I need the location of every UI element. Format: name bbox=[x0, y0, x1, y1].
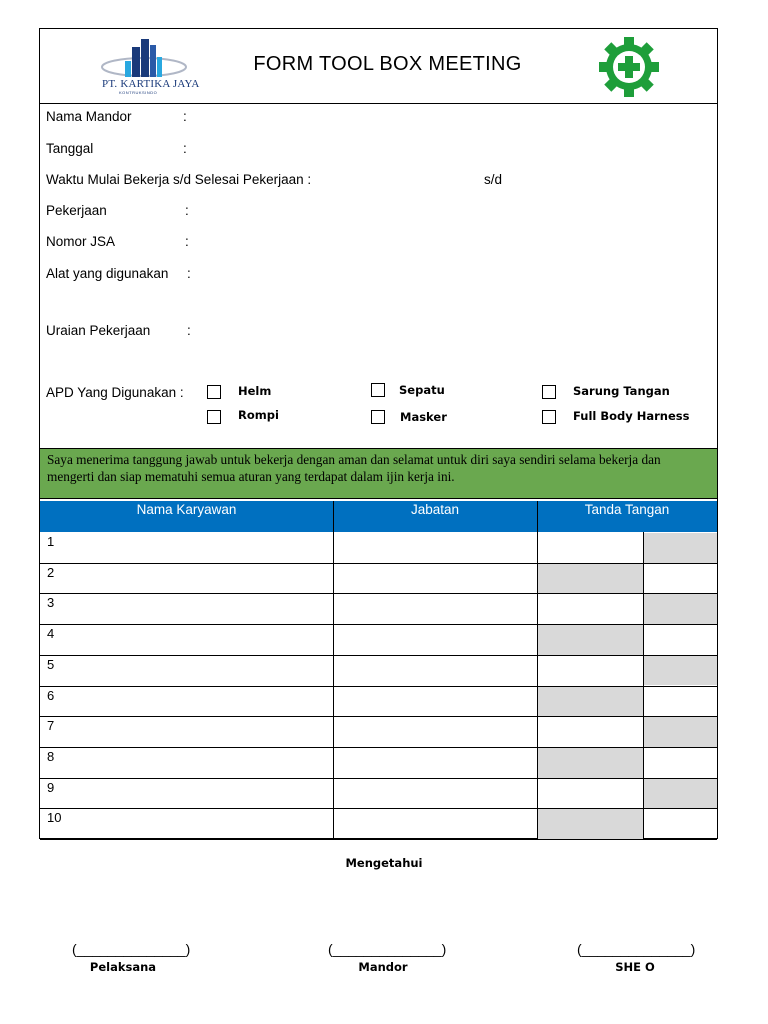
field-alat: Alat yang digunakan bbox=[46, 266, 169, 281]
statement-text: Saya menerima tanggung jawab untuk bekerja dengan aman dan selamat untuk diri saya sendiri selama bekerja dan mengerti dan siap mematuhi semua aturan yang terdapat dalam ijin kerja ini. bbox=[47, 452, 661, 484]
table-row-divider bbox=[40, 778, 717, 779]
table-row-number: 8 bbox=[47, 748, 55, 764]
field-waktu: Waktu Mulai Bekerja s/d Selesai Pekerjaan : bbox=[46, 172, 312, 187]
table-header bbox=[40, 501, 717, 532]
header-tanda-tangan: Tanda Tangan bbox=[584, 502, 670, 517]
checkbox-full-body-harness[interactable] bbox=[542, 410, 556, 424]
table-row-divider bbox=[40, 839, 717, 840]
signature-cell-shade bbox=[643, 656, 717, 686]
header-jabatan: Jabatan bbox=[410, 502, 460, 517]
colon: : bbox=[185, 234, 189, 249]
company-name: PT. KARTIKA JAYA bbox=[102, 78, 200, 90]
header-nama-karyawan: Nama Karyawan bbox=[136, 502, 237, 517]
apd-label: APD Yang Digunakan : bbox=[46, 385, 184, 400]
table-row-number: 6 bbox=[47, 687, 55, 703]
signature-cell-shade bbox=[643, 533, 717, 563]
table-row-number: 4 bbox=[47, 626, 55, 642]
signature-cell-shade bbox=[537, 809, 643, 839]
apd-sarung-tangan-label: Sarung Tangan bbox=[573, 384, 670, 398]
signature-line-she-o[interactable]: (______________) bbox=[577, 941, 696, 957]
apd-rompi-label: Rompi bbox=[238, 408, 279, 422]
form-header bbox=[40, 29, 717, 104]
signature-label-she-o: SHE O bbox=[615, 960, 655, 974]
mengetahui-label: Mengetahui bbox=[345, 856, 423, 870]
signature-cell-shade bbox=[537, 625, 643, 655]
table-row-divider bbox=[40, 655, 717, 656]
signature-label-mandor: Mandor bbox=[358, 960, 408, 974]
table-row-number: 5 bbox=[47, 656, 55, 672]
table-row-number: 9 bbox=[47, 779, 55, 795]
apd-sepatu-label: Sepatu bbox=[399, 383, 445, 397]
signature-cell-shade bbox=[537, 687, 643, 717]
table-column-divider bbox=[643, 532, 644, 839]
field-nama-mandor: Nama Mandor bbox=[46, 109, 132, 124]
checkbox-helm[interactable] bbox=[207, 385, 221, 399]
signature-cell-shade bbox=[643, 779, 717, 809]
colon: : bbox=[183, 109, 187, 124]
table-row-number: 10 bbox=[47, 810, 62, 826]
form-title: FORM TOOL BOX MEETING bbox=[253, 53, 522, 75]
colon: : bbox=[183, 141, 187, 156]
table-column-divider bbox=[537, 501, 538, 839]
form-frame bbox=[39, 28, 718, 839]
field-tanggal: Tanggal bbox=[46, 141, 94, 156]
signature-cell-shade bbox=[537, 564, 643, 594]
table-row-number: 1 bbox=[47, 534, 55, 549]
signature-line-mandor[interactable]: (______________) bbox=[328, 941, 447, 957]
field-nomor-jsa: Nomor JSA bbox=[46, 234, 116, 249]
table-row-divider bbox=[40, 593, 717, 594]
table-row-number: 3 bbox=[47, 595, 55, 611]
field-pekerjaan: Pekerjaan bbox=[46, 203, 107, 218]
colon: : bbox=[185, 203, 189, 218]
apd-helm-label: Helm bbox=[238, 384, 272, 398]
statement-box bbox=[40, 448, 717, 499]
company-subtitle: KONTRUKSINDO bbox=[119, 90, 158, 95]
table-column-divider bbox=[333, 501, 334, 839]
apd-masker-label: Masker bbox=[400, 410, 447, 424]
table-row-number: 2 bbox=[47, 564, 55, 580]
field-uraian: Uraian Pekerjaan bbox=[46, 323, 151, 338]
checkbox-sepatu[interactable] bbox=[371, 383, 385, 397]
signature-line-pelaksana[interactable]: (______________) bbox=[72, 941, 191, 957]
checkbox-rompi[interactable] bbox=[207, 410, 221, 424]
checkbox-sarung-tangan[interactable] bbox=[542, 385, 556, 399]
apd-full-body-harness-label: Full Body Harness bbox=[573, 409, 690, 423]
safety-cross-gear-icon bbox=[597, 35, 661, 99]
field-waktu-sd: s/d bbox=[484, 172, 503, 187]
table-row-number: 7 bbox=[47, 718, 55, 734]
checkbox-masker[interactable] bbox=[371, 410, 385, 424]
colon: : bbox=[187, 266, 191, 281]
signature-label-pelaksana: Pelaksana bbox=[89, 960, 157, 974]
signature-cell-shade bbox=[643, 717, 717, 747]
colon: : bbox=[187, 323, 191, 338]
signature-cell-shade bbox=[537, 748, 643, 778]
signature-cell-shade bbox=[643, 594, 717, 624]
table-row-divider bbox=[40, 716, 717, 717]
